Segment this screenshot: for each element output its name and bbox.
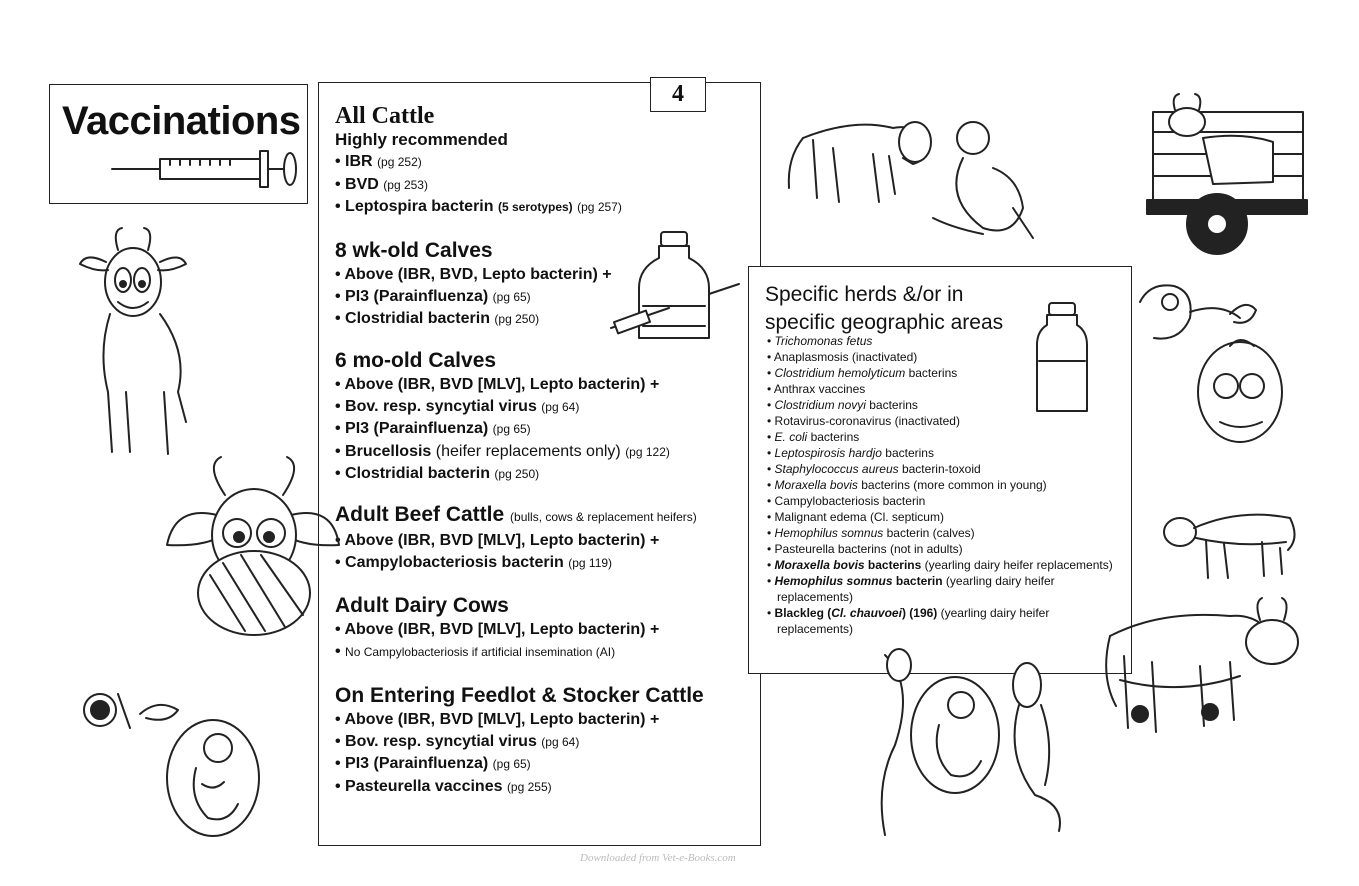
specific-list-item: • Trichomonas fetus <box>767 334 873 348</box>
list-item: • Clostridial bacterin (pg 250) <box>335 465 540 482</box>
specific-list-item: • Anthrax vaccines <box>767 382 866 396</box>
list-item: • Above (IBR, BVD [MLV], Lepto bacterin) + <box>335 532 660 549</box>
list-item: • Clostridial bacterin (pg 250) <box>335 310 540 327</box>
specific-list-item: • Clostridium hemolyticum bacterins <box>767 366 958 380</box>
specific-list-item: • Moraxella bovis bacterins (more common in young) <box>767 478 1047 492</box>
trichomonas-illustration <box>855 645 1095 845</box>
specific-list-item: • Staphylococcus aureus bacterin-toxoid <box>767 462 981 476</box>
list-item: • Campylobacteriosis bacterin (pg 119) <box>335 553 613 571</box>
syringe-icon <box>110 147 300 187</box>
vaccine-vial-icon <box>609 228 749 348</box>
list-item: • BVD (pg 253) <box>335 175 428 193</box>
cow-trailer-illustration <box>1143 92 1308 257</box>
sick-cow-illustration <box>1100 596 1310 746</box>
footer-watermark: Downloaded from Vet-e-Books.com <box>580 852 736 864</box>
specific-title: Specific herds &/or in specific geographic areas <box>765 283 1004 334</box>
thin-calf-illustration <box>1150 498 1300 583</box>
specific-list-item: • Moraxella bovis bacterins (yearling dairy heifer replacements) <box>767 558 1113 572</box>
list-item: • Bov. resp. syncytial virus (pg 64) <box>335 732 580 750</box>
coughing-cows-illustration <box>1130 262 1310 462</box>
main-vaccination-panel <box>318 82 761 846</box>
list-item: • Above (IBR, BVD [MLV], Lepto bacterin) + <box>335 711 660 728</box>
sick-calf-illustration <box>78 222 218 462</box>
specific-list-item: • Hemophilus somnus bacterin (yearling dairy heifer replacements) <box>767 574 1055 604</box>
specific-list-item: • E. coli bacterins <box>767 430 860 444</box>
list-item: • Leptospira bacterin (5 serotypes) (pg 257) <box>335 198 622 215</box>
specific-list-item: • Leptospirosis hardjo bacterins <box>767 446 934 460</box>
section-title: All Cattle <box>335 103 435 129</box>
list-item: • PI3 (Parainfluenza) (pg 65) <box>335 420 531 437</box>
title-box <box>49 84 308 204</box>
section-feedlot <box>335 683 755 798</box>
specific-list <box>767 333 1127 637</box>
page-title: Vaccinations <box>62 99 301 143</box>
section-subtitle: Highly recommended <box>335 130 508 149</box>
list-item: • Above (IBR, BVD [MLV], Lepto bacterin) + <box>335 621 660 638</box>
list-item: • Bov. resp. syncytial virus (pg 64) <box>335 397 580 415</box>
specific-list-item: • Blackleg (Cl. chauvoei) (196) (yearling dairy heifer replacements) <box>767 606 1050 636</box>
section-title: On Entering Feedlot & Stocker Cattle <box>335 684 704 707</box>
specific-list-item: • Hemophilus somnus bacterin (calves) <box>767 526 975 540</box>
cow-face-illustration <box>165 455 340 640</box>
specific-list-item: • Rotavirus-coronavirus (inactivated) <box>767 414 960 428</box>
section-title: Adult Dairy Cows <box>335 594 509 617</box>
specific-list-item: • Campylobacteriosis bacterin <box>767 494 926 508</box>
specific-list-item: • Malignant edema (Cl. septicum) <box>767 510 944 524</box>
specific-list-item: • Pasteurella bacterins (not in adults) <box>767 542 963 556</box>
list-item: • PI3 (Parainfluenza) (pg 65) <box>335 287 531 305</box>
calf-and-cartoon-illustration <box>783 98 1043 278</box>
embryo-illustration <box>78 688 278 838</box>
list-item: • No Campylobacteriosis if artificial insemination (AI) <box>335 642 616 660</box>
section-title: Adult Beef Cattle (bulls, cows & replacement heifers) <box>335 503 697 526</box>
list-item: • Above (IBR, BVD [MLV], Lepto bacterin) + <box>335 376 660 393</box>
section-adult-dairy <box>335 593 755 663</box>
specific-list-item: • Clostridium novyi bacterins <box>767 398 918 412</box>
specific-herds-panel <box>748 266 1132 674</box>
list-item: • Pasteurella vaccines (pg 255) <box>335 777 552 795</box>
specific-list-item: • Anaplasmosis (inactivated) <box>767 350 918 364</box>
section-title: 6 mo-old Calves <box>335 349 497 372</box>
list-item: • Brucellosis (heifer replacements only) (pg 122) <box>335 442 670 460</box>
section-adult-beef <box>335 502 755 574</box>
list-item: • Above (IBR, BVD, Lepto bacterin) + <box>335 266 612 283</box>
section-title: 8 wk-old Calves <box>335 239 493 262</box>
page-number: 4 <box>650 77 706 112</box>
section-all-cattle <box>335 103 755 219</box>
section-6mo-calves <box>335 348 755 486</box>
list-item: • PI3 (Parainfluenza) (pg 65) <box>335 755 531 772</box>
list-item: • IBR (pg 252) <box>335 153 422 170</box>
